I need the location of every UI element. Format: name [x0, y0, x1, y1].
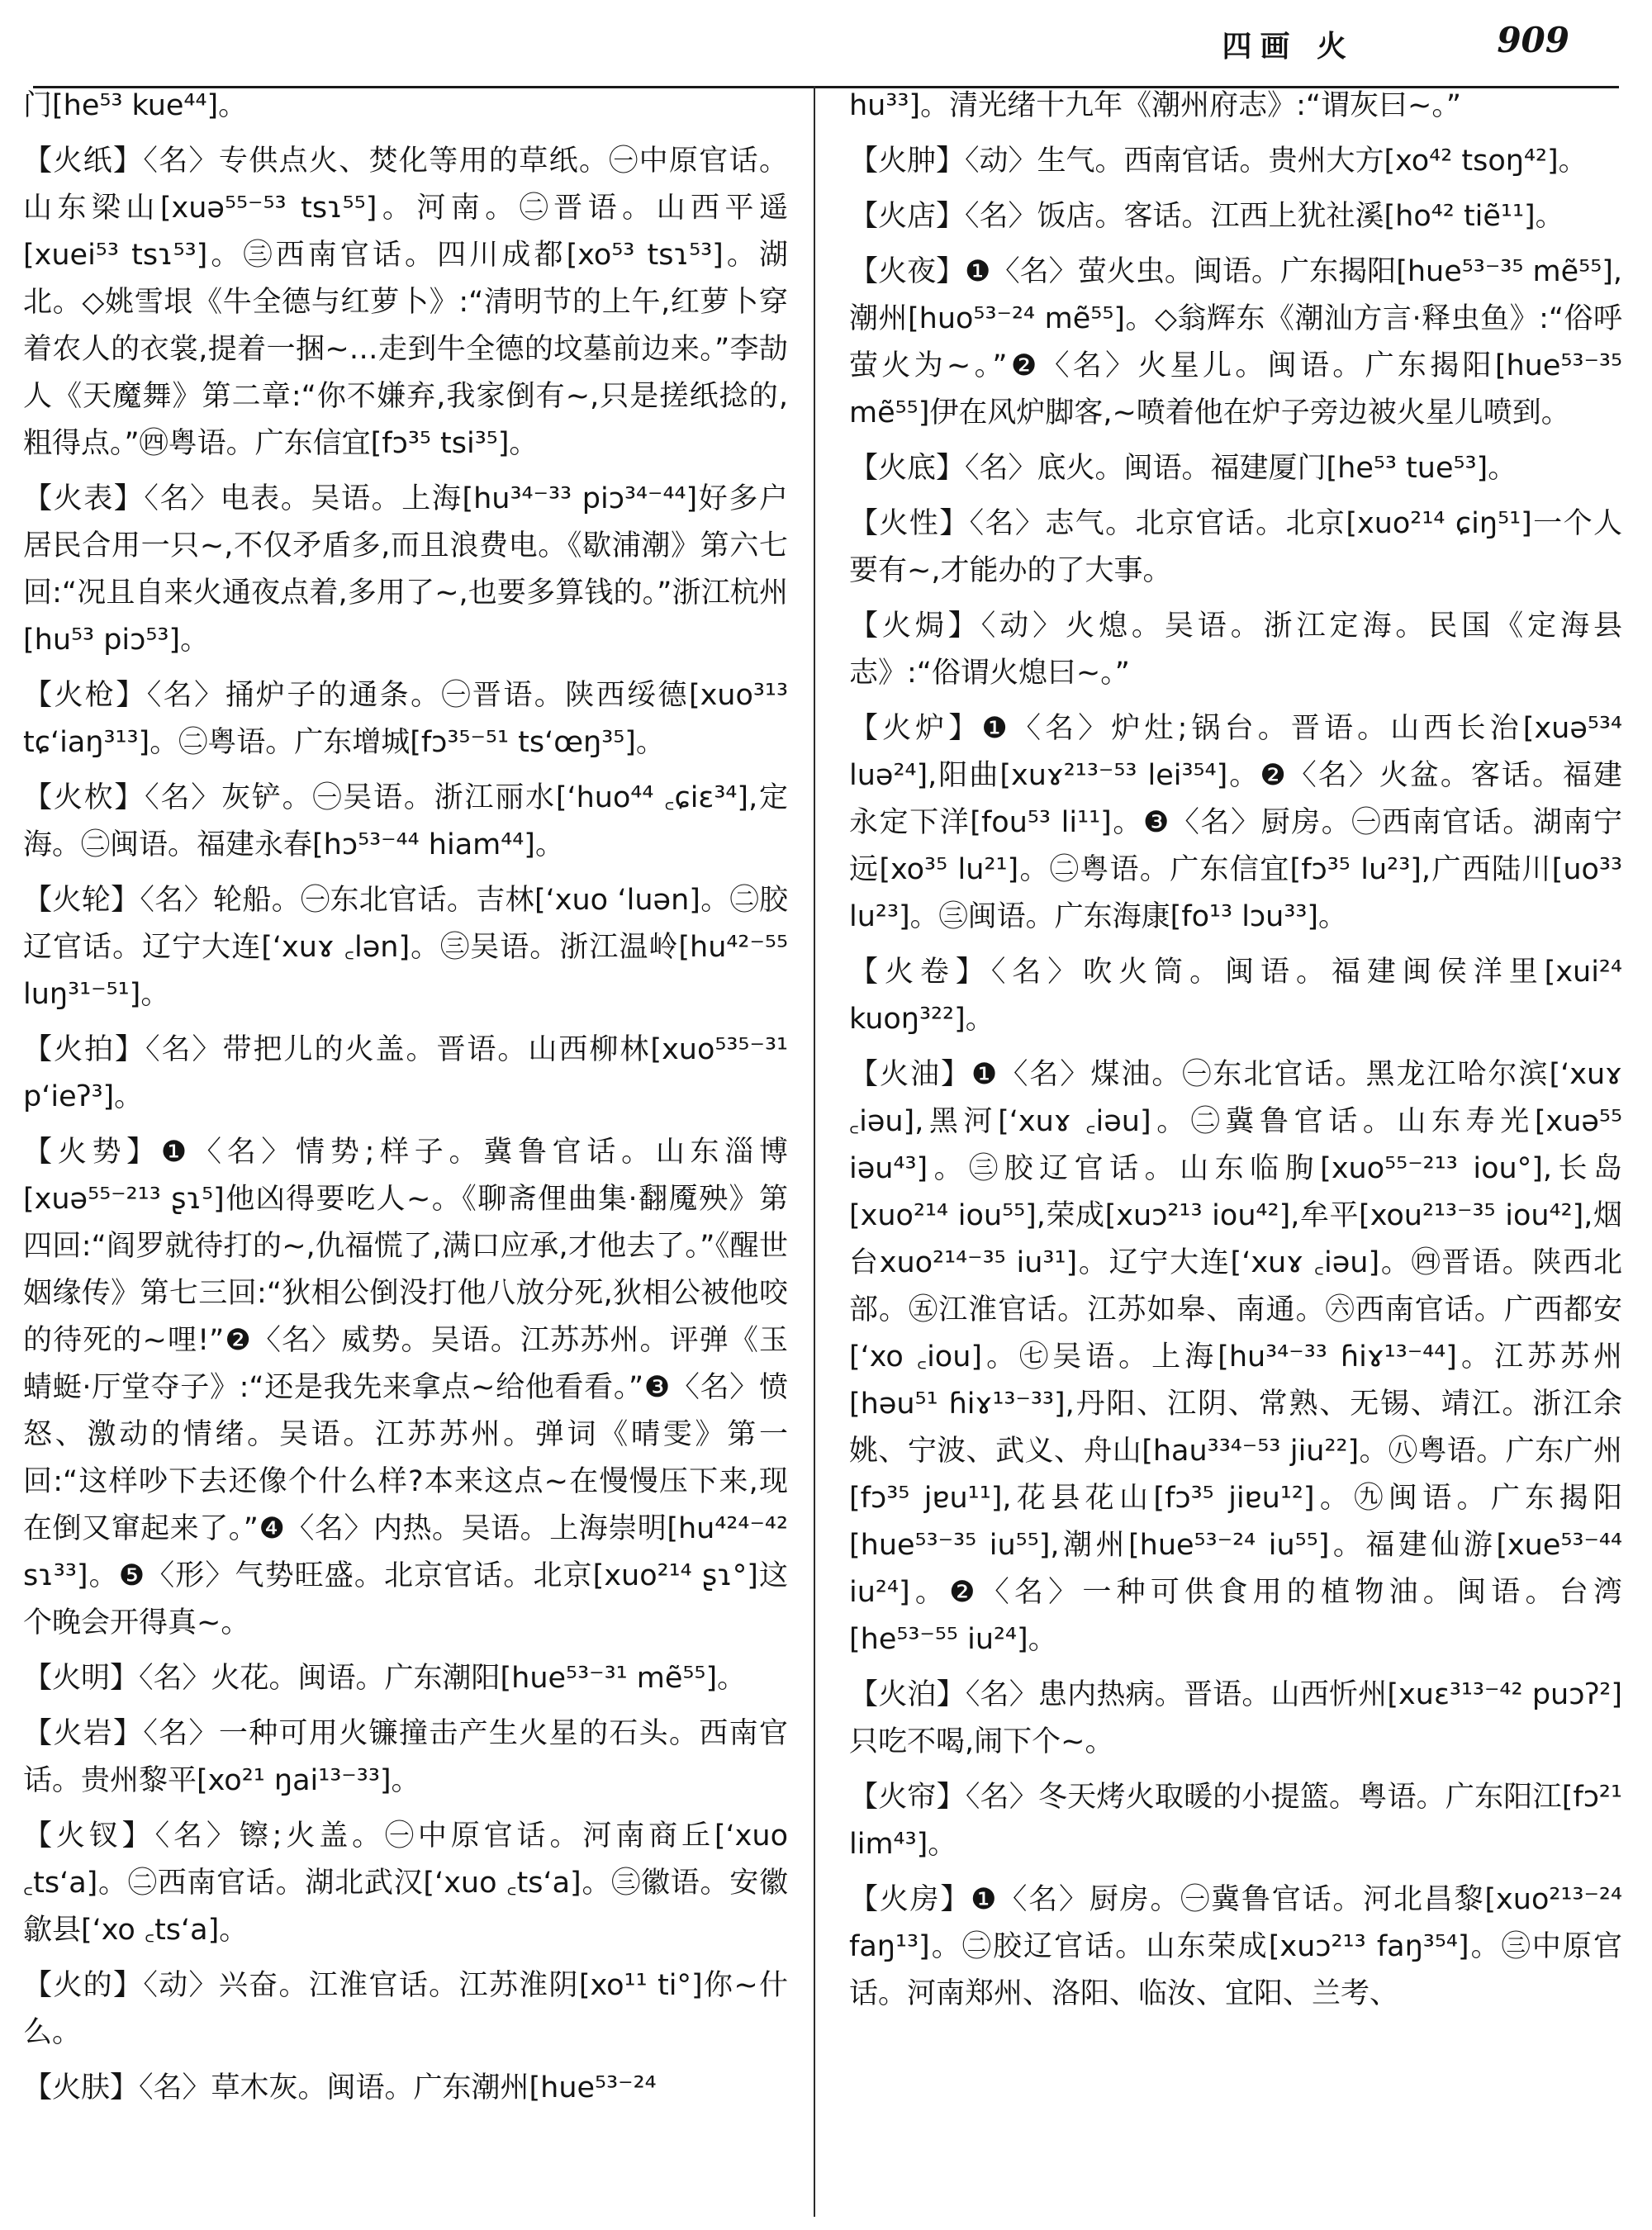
- dictionary-entry: 【火泊】〈名〉患内热病。晋语。山西忻州[xuɛ³¹³⁻⁴² puɔʔ²]只吃不喝,闹下个~。: [849, 1678, 1622, 1758]
- dictionary-entry: 【火底】〈名〉底火。闽语。福建厦门[he⁵³ tue⁵³]。: [849, 452, 1517, 485]
- dictionary-entry: 【火肿】〈动〉生气。西南官话。贵州大方[xo⁴² tsoŋ⁴²]。: [849, 145, 1588, 178]
- column-divider: [814, 86, 815, 2217]
- dictionary-entry: 【火的】〈动〉兴奋。江淮官话。江苏淮阴[xo¹¹ ti°]你~什么。: [23, 1969, 788, 2049]
- dictionary-entry: 【火卷】〈名〉吹火筒。闽语。福建闽侯洋里[xui²⁴ kuoŋ³²²]。: [849, 956, 1622, 1036]
- dictionary-entry: 【火房】❶〈名〉厨房。㊀冀鲁官话。河北昌黎[xuo²¹³⁻²⁴ faŋ¹³]。㊁胶辽官话。山东荣成[xuɔ²¹³ faŋ³⁵⁴]。㊂中原官话。河南郑州、洛阳、临汝、宜阳、兰考、: [849, 1883, 1622, 2010]
- dictionary-entry: 【火杴】〈名〉灰铲。㊀吴语。浙江丽水[ʻhuo⁴⁴ ꜀ɕiɛ³⁴],定海。㊁闽语。福建永春[hɔ⁵³⁻⁴⁴ hiam⁴⁴]。: [23, 781, 788, 861]
- dictionary-entry: 【火明】〈名〉火花。闽语。广东潮阳[hue⁵³⁻³¹ mẽ⁵⁵]。: [23, 1662, 747, 1695]
- dictionary-entry: 【火钗】〈名〉镲;火盖。㊀中原官话。河南商丘[ʻxuo ꜀tsʻa]。㊁西南官话。湖北武汉[ʻxuo ꜀tsʻa]。㊂徽语。安徽歙县[ʻxo ꜀tsʻa]。: [23, 1820, 788, 1947]
- dictionary-entry: 门[he⁵³ kue⁴⁴]。: [23, 89, 248, 122]
- dictionary-entry: 【火表】〈名〉电表。吴语。上海[hu³⁴⁻³³ piɔ³⁴⁻⁴⁴]好多户居民合用一只~,不仅矛盾多,而且浪费电。《歇浦潮》第六七回:“况且自来火通夜点着,多用了~,也要多算钱的。”浙江杭州[hu⁵³ piɔ⁵³]。: [23, 482, 788, 657]
- right-column: [849, 83, 1622, 2222]
- dictionary-entry: 【火势】❶〈名〉情势;样子。冀鲁官话。山东淄博[xuə⁵⁵⁻²¹³ ʂɿ⁵]他凶得要吃人~。《聊斋俚曲集·翻魇殃》第四回:“阎罗就待打的~,仇福慌了,满口应承,才他去了。”《醒世姻缘传》第七三回:“狄相公倒没打他八放分死,狄相公被他咬的待死的~哩!”❷〈名〉威势。吴语。江苏苏州。评弹《玉蜻蜓·厅堂夺子》:“还是我先来拿点~给他看看。”❸〈名〉愤怒、激动的情绪。吴语。江苏苏州。弹词《晴雯》第一回:“这样吵下去还像个什么样?本来这点~在慢慢压下来,现在倒又窜起来了。”❹〈名〉内热。吴语。上海崇明[hu⁴²⁴⁻⁴² sɿ³³]。❺〈形〉气势旺盛。北京官话。北京[xuo²¹⁴ ʂɿ°]这个晚会开得真~。: [23, 1136, 788, 1639]
- section-title: 四画 火: [1222, 30, 1355, 64]
- dictionary-entry: 【火拍】〈名〉带把儿的火盖。晋语。山西柳林[xuo⁵³⁵⁻³¹ pʻieʔ³]。: [23, 1033, 788, 1113]
- dictionary-entry: 【火岩】〈名〉一种可用火镰撞击产生火星的石头。西南官话。贵州黎平[xo²¹ ŋai¹³⁻³³]。: [23, 1717, 788, 1797]
- dictionary-entry: hu³³]。清光绪十九年《潮州府志》:“谓灰曰~。”: [849, 89, 1461, 122]
- dictionary-entry: 【火性】〈名〉志气。北京官话。北京[xuo²¹⁴ ɕiŋ⁵¹]一个人要有~,才能办的了大事。: [849, 507, 1622, 587]
- dictionary-entry: 【火帘】〈名〉冬天烤火取暖的小提篮。粤语。广东阳江[fɔ²¹ lim⁴³]。: [849, 1781, 1622, 1861]
- dictionary-entry: 【火焗】〈动〉火熄。吴语。浙江定海。民国《定海县志》:“俗谓火熄曰~。”: [849, 610, 1622, 690]
- dictionary-entry: 【火店】〈名〉饭店。客话。江西上犹社溪[ho⁴² tiẽ¹¹]。: [849, 200, 1564, 233]
- dictionary-entry: 【火肤】〈名〉草木灰。闽语。广东潮州[hue⁵³⁻²⁴: [23, 2071, 657, 2104]
- dictionary-entry: 【火夜】❶〈名〉萤火虫。闽语。广东揭阳[hue⁵³⁻³⁵ mẽ⁵⁵],潮州[huo⁵³⁻²⁴ mẽ⁵⁵]。◇翁辉东《潮汕方言·释虫鱼》:“俗呼萤火为~。”❷〈名〉火星儿。闽语。广东揭阳[hue⁵³⁻³⁵ mẽ⁵⁵]伊在风炉脚客,~喷着他在炉子旁边被火星儿喷到。: [849, 255, 1622, 429]
- page-number: 909: [1497, 20, 1569, 60]
- dictionary-entry: 【火油】❶〈名〉煤油。㊀东北官话。黑龙江哈尔滨[ʻxuɤ ꜀iəu],黑河[ʻxuɤ ꜀iəu]。㊁冀鲁官话。山东寿光[xuə⁵⁵ iəu⁴³]。㊂胶辽官话。山东临朐[xuo⁵⁵⁻²¹³ iou°],长岛[xuo²¹⁴ iou⁵⁵],荣成[xuɔ²¹³ iou⁴²],牟平[xou²¹³⁻³⁵ iou⁴²],烟台xuo²¹⁴⁻³⁵ iu³¹]。辽宁大连[ʻxuɤ ꜀iəu]。㊃晋语。陕西北部。㊄江淮官话。江苏如皋、南通。㊅西南官话。广西都安[ʻxo ꜀iou]。㊆吴语。上海[hu³⁴⁻³³ ɦiɤ¹³⁻⁴⁴]。江苏苏州[həu⁵¹ ɦiɤ¹³⁻³³],丹阳、江阴、常熟、无锡、靖江。浙江余姚、宁波、武义、舟山[hau³³⁴⁻⁵³ jiu²²]。㊇粤语。广东广州[fɔ³⁵ jɐu¹¹],花县花山[fɔ³⁵ jiɐu¹²]。㊈闽语。广东揭阳[hue⁵³⁻³⁵ iu⁵⁵],潮州[hue⁵³⁻²⁴ iu⁵⁵]。福建仙游[xue⁵³⁻⁴⁴ iu²⁴]。❷〈名〉一种可供食用的植物油。闽语。台湾[he⁵³⁻⁵⁵ iu²⁴]。: [849, 1058, 1622, 1656]
- dictionary-entry: 【火纸】〈名〉专供点火、焚化等用的草纸。㊀中原官话。山东梁山[xuə⁵⁵⁻⁵³ tsɿ⁵⁵]。河南。㊁晋语。山西平遥[xuei⁵³ tsɿ⁵³]。㊂西南官话。四川成都[xo⁵³ tsɿ⁵³]。湖北。◇姚雪垠《牛全德与红萝卜》:“清明节的上午,红萝卜穿着农人的衣裳,提着一捆~…走到牛全德的坟墓前边来。”李劼人《天魔舞》第二章:“你不嫌弃,我家倒有~,只是搓纸捻的,粗得点。”㊃粤语。广东信宜[fɔ³⁵ tsi³⁵]。: [23, 145, 788, 460]
- page-header: [0, 15, 1652, 74]
- left-column: [23, 83, 788, 2222]
- dictionary-entry: 【火炉】❶〈名〉炉灶;锅台。晋语。山西长治[xuə⁵³⁴ luə²⁴],阳曲[xuɤ²¹³⁻⁵³ lei³⁵⁴]。❷〈名〉火盆。客话。福建永定下洋[fou⁵³ li¹¹]。❸〈名〉厨房。㊀西南官话。湖南宁远[xo³⁵ lu²¹]。㊁粤语。广东信宜[fɔ³⁵ lu²³],广西陆川[uo³³ lu²³]。㊂闽语。广东海康[fo¹³ lɔu³³]。: [849, 712, 1622, 933]
- dictionary-entry: 【火枪】〈名〉捅炉子的通条。㊀晋语。陕西绥德[xuo³¹³ tɕʻiaŋ³¹³]。㊁粤语。广东增城[fɔ³⁵⁻⁵¹ tsʻœŋ³⁵]。: [23, 679, 788, 759]
- dictionary-entry: 【火轮】〈名〉轮船。㊀东北官话。吉林[ʻxuo ʻluən]。㊁胶辽官话。辽宁大连[ʻxuɤ ꜀lən]。㊂吴语。浙江温岭[hu⁴²⁻⁵⁵ luŋ³¹⁻⁵¹]。: [23, 884, 788, 1011]
